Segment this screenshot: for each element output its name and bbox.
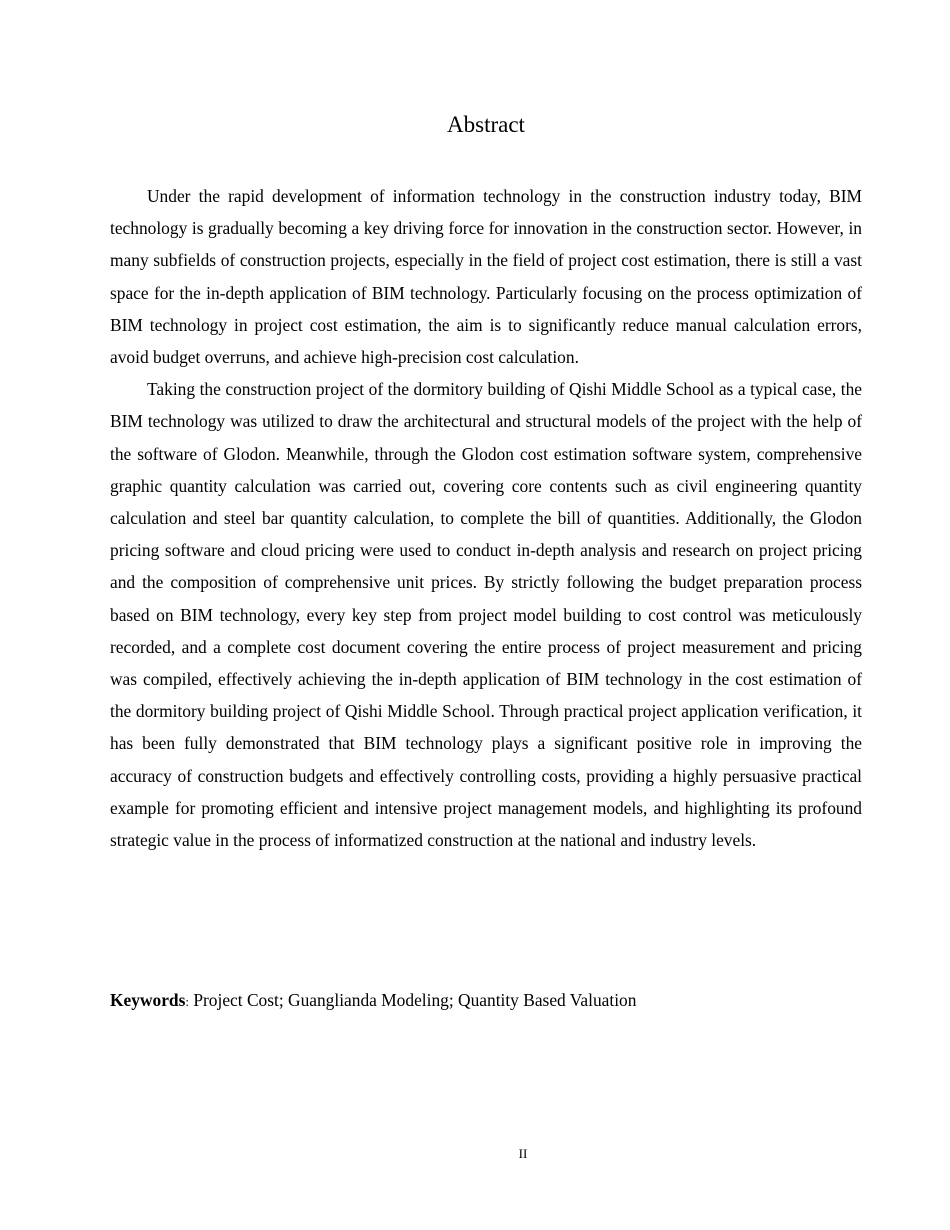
abstract-paragraph-2: Taking the construction project of the dormitory building of Qishi Middle School as a typical case, the BIM technology was utilized to draw the architectural and structural models of the project with the help of the software of Glodon. Meanwhile, through the Glodon cost estimation software system, comprehensive graphic quantity calculation was carried out, covering core contents such as civil engineering quantity calculation and steel bar quantity calculation, to complete the bill of quantities. Additionally, the Glodon pricing software and cloud pricing were used to conduct in-depth analysis and research on project pricing and the composition of comprehensive unit prices. By strictly following the budget preparation process based on BIM technology, every key step from project model building to cost control was meticulously recorded, and a complete cost document covering the entire process of project measurement and pricing was compiled, effectively achieving the in-depth application of BIM technology in the cost estimation of the dormitory building project of Qishi Middle School. Through practical project application verification, it has been fully demonstrated that BIM technology plays a significant positive role in improving the accuracy of construction budgets and effectively controlling costs, providing a highly persuasive practical example for promoting efficient and intensive project management models, and highlighting its profound strategic value in the process of informatized construction at the national and industry levels. xyxy=(110,379,862,851)
keywords-separator: : xyxy=(185,994,189,1009)
abstract-paragraph-1: Under the rapid development of information technology in the construction industry today, BIM technology is gradually becoming a key driving force for innovation in the construction sector. However, in many subfields of construction projects, especially in the field of project cost estimation, there is still a vast space for the in-depth application of BIM technology. Particularly focusing on the process optimization of BIM technology in project cost estimation, the aim is to significantly reduce manual calculation errors, avoid budget overruns, and achieve high-precision cost calculation. xyxy=(110,186,862,368)
page-number: II xyxy=(518,1146,528,1161)
keywords-text: Project Cost; Guanglianda Modeling; Quantity Based Valuation xyxy=(188,990,637,1010)
abstract-title: Abstract xyxy=(447,112,525,137)
abstract-body xyxy=(110,180,862,856)
keywords-line xyxy=(110,985,862,1017)
keywords-label: Keywords xyxy=(110,990,186,1010)
